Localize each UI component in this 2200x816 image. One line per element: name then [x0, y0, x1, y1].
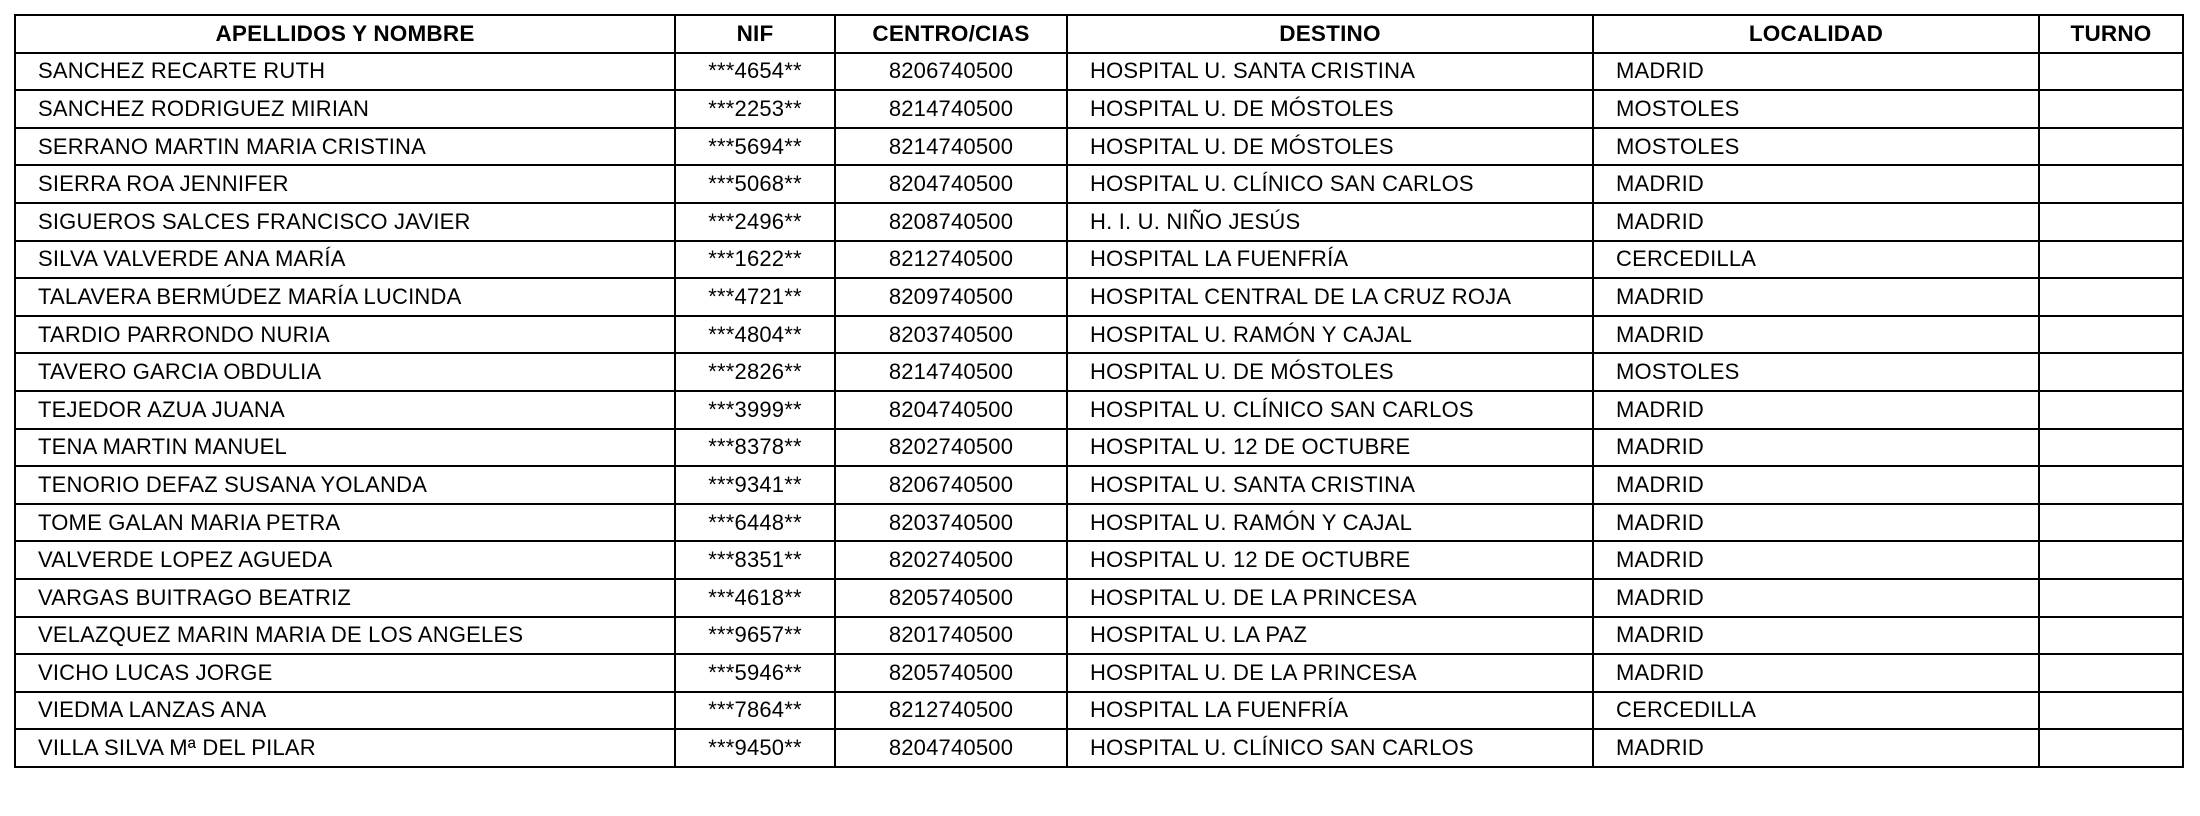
cell-localidad: MADRID: [1593, 466, 2039, 504]
cell-centro: 8206740500: [835, 466, 1067, 504]
cell-nif: ***1622**: [675, 241, 835, 279]
cell-nif: ***4804**: [675, 316, 835, 354]
cell-localidad: MADRID: [1593, 729, 2039, 767]
table-row: [15, 165, 2183, 203]
cell-centro: 8214740500: [835, 353, 1067, 391]
cell-centro: 8212740500: [835, 241, 1067, 279]
cell-turno: [2039, 617, 2183, 655]
cell-nif: ***2496**: [675, 203, 835, 241]
table-row: [15, 353, 2183, 391]
cell-turno: [2039, 429, 2183, 467]
document-sheet: [14, 14, 2184, 768]
table-row: [15, 391, 2183, 429]
cell-localidad: CERCEDILLA: [1593, 692, 2039, 730]
table-row: [15, 278, 2183, 316]
cell-nif: ***9341**: [675, 466, 835, 504]
table-row: [15, 316, 2183, 354]
table-row: [15, 579, 2183, 617]
table-row: [15, 128, 2183, 166]
header-name: APELLIDOS Y NOMBRE: [15, 15, 675, 53]
cell-nif: ***5694**: [675, 128, 835, 166]
cell-localidad: MADRID: [1593, 654, 2039, 692]
cell-centro: 8205740500: [835, 579, 1067, 617]
cell-destino: HOSPITAL U. 12 DE OCTUBRE: [1067, 429, 1593, 467]
cell-destino: HOSPITAL U. SANTA CRISTINA: [1067, 466, 1593, 504]
cell-destino: HOSPITAL U. CLÍNICO SAN CARLOS: [1067, 391, 1593, 429]
cell-name: VELAZQUEZ MARIN MARIA DE LOS ANGELES: [15, 617, 675, 655]
cell-nif: ***4654**: [675, 53, 835, 91]
cell-name: VICHO LUCAS JORGE: [15, 654, 675, 692]
cell-turno: [2039, 53, 2183, 91]
cell-nif: ***9450**: [675, 729, 835, 767]
cell-name: TOME GALAN MARIA PETRA: [15, 504, 675, 542]
cell-name: TEJEDOR AZUA JUANA: [15, 391, 675, 429]
cell-destino: HOSPITAL U. DE LA PRINCESA: [1067, 654, 1593, 692]
cell-nif: ***6448**: [675, 504, 835, 542]
cell-destino: HOSPITAL U. DE MÓSTOLES: [1067, 353, 1593, 391]
cell-centro: 8204740500: [835, 165, 1067, 203]
cell-nif: ***5946**: [675, 654, 835, 692]
cell-turno: [2039, 391, 2183, 429]
table-row: [15, 90, 2183, 128]
table-row: [15, 504, 2183, 542]
cell-destino: HOSPITAL U. CLÍNICO SAN CARLOS: [1067, 729, 1593, 767]
cell-centro: 8209740500: [835, 278, 1067, 316]
cell-localidad: MOSTOLES: [1593, 353, 2039, 391]
cell-nif: ***7864**: [675, 692, 835, 730]
cell-centro: 8212740500: [835, 692, 1067, 730]
table-row: [15, 617, 2183, 655]
cell-nif: ***8351**: [675, 541, 835, 579]
table-row: [15, 654, 2183, 692]
cell-nif: ***8378**: [675, 429, 835, 467]
table-row: [15, 692, 2183, 730]
cell-destino: HOSPITAL LA FUENFRÍA: [1067, 241, 1593, 279]
cell-destino: HOSPITAL U. CLÍNICO SAN CARLOS: [1067, 165, 1593, 203]
cell-centro: 8206740500: [835, 53, 1067, 91]
cell-localidad: MADRID: [1593, 165, 2039, 203]
cell-name: TENORIO DEFAZ SUSANA YOLANDA: [15, 466, 675, 504]
table-row: [15, 203, 2183, 241]
table-row: [15, 729, 2183, 767]
table-body: [15, 53, 2183, 767]
cell-turno: [2039, 541, 2183, 579]
cell-centro: 8203740500: [835, 504, 1067, 542]
cell-name: SERRANO MARTIN MARIA CRISTINA: [15, 128, 675, 166]
cell-name: VILLA SILVA Mª DEL PILAR: [15, 729, 675, 767]
table-row: [15, 466, 2183, 504]
table-header-row: [15, 15, 2183, 53]
cell-name: TALAVERA BERMÚDEZ MARÍA LUCINDA: [15, 278, 675, 316]
table-row: [15, 541, 2183, 579]
cell-turno: [2039, 692, 2183, 730]
cell-nif: ***2826**: [675, 353, 835, 391]
cell-name: VARGAS BUITRAGO BEATRIZ: [15, 579, 675, 617]
cell-localidad: MADRID: [1593, 541, 2039, 579]
cell-destino: HOSPITAL U. RAMÓN Y CAJAL: [1067, 316, 1593, 354]
cell-localidad: MADRID: [1593, 504, 2039, 542]
cell-nif: ***3999**: [675, 391, 835, 429]
cell-name: SIGUEROS SALCES FRANCISCO JAVIER: [15, 203, 675, 241]
cell-destino: HOSPITAL U. RAMÓN Y CAJAL: [1067, 504, 1593, 542]
cell-localidad: MOSTOLES: [1593, 128, 2039, 166]
cell-name: SIERRA ROA JENNIFER: [15, 165, 675, 203]
cell-destino: HOSPITAL U. SANTA CRISTINA: [1067, 53, 1593, 91]
cell-localidad: MOSTOLES: [1593, 90, 2039, 128]
cell-destino: HOSPITAL U. DE LA PRINCESA: [1067, 579, 1593, 617]
header-destino: DESTINO: [1067, 15, 1593, 53]
header-turno: TURNO: [2039, 15, 2183, 53]
cell-destino: HOSPITAL U. LA PAZ: [1067, 617, 1593, 655]
cell-nif: ***5068**: [675, 165, 835, 203]
cell-name: TARDIO PARRONDO NURIA: [15, 316, 675, 354]
header-localidad: LOCALIDAD: [1593, 15, 2039, 53]
cell-nif: ***4721**: [675, 278, 835, 316]
header-nif: NIF: [675, 15, 835, 53]
cell-localidad: MADRID: [1593, 278, 2039, 316]
cell-centro: 8204740500: [835, 391, 1067, 429]
cell-name: VALVERDE LOPEZ AGUEDA: [15, 541, 675, 579]
cell-localidad: MADRID: [1593, 391, 2039, 429]
cell-centro: 8202740500: [835, 541, 1067, 579]
cell-centro: 8201740500: [835, 617, 1067, 655]
table-row: [15, 241, 2183, 279]
cell-destino: HOSPITAL LA FUENFRÍA: [1067, 692, 1593, 730]
cell-name: TENA MARTIN MANUEL: [15, 429, 675, 467]
cell-turno: [2039, 316, 2183, 354]
cell-centro: 8208740500: [835, 203, 1067, 241]
cell-destino: HOSPITAL U. DE MÓSTOLES: [1067, 128, 1593, 166]
cell-centro: 8204740500: [835, 729, 1067, 767]
cell-name: TAVERO GARCIA OBDULIA: [15, 353, 675, 391]
cell-localidad: MADRID: [1593, 579, 2039, 617]
table-row: [15, 53, 2183, 91]
cell-destino: HOSPITAL U. 12 DE OCTUBRE: [1067, 541, 1593, 579]
cell-turno: [2039, 128, 2183, 166]
cell-turno: [2039, 278, 2183, 316]
cell-name: SILVA VALVERDE ANA MARÍA: [15, 241, 675, 279]
cell-turno: [2039, 466, 2183, 504]
cell-destino: H. I. U. NIÑO JESÚS: [1067, 203, 1593, 241]
cell-destino: HOSPITAL U. DE MÓSTOLES: [1067, 90, 1593, 128]
cell-turno: [2039, 90, 2183, 128]
cell-centro: 8205740500: [835, 654, 1067, 692]
cell-centro: 8203740500: [835, 316, 1067, 354]
cell-destino: HOSPITAL CENTRAL DE LA CRUZ ROJA: [1067, 278, 1593, 316]
cell-turno: [2039, 504, 2183, 542]
cell-turno: [2039, 165, 2183, 203]
cell-nif: ***9657**: [675, 617, 835, 655]
cell-localidad: MADRID: [1593, 203, 2039, 241]
cell-turno: [2039, 353, 2183, 391]
cell-localidad: MADRID: [1593, 429, 2039, 467]
cell-turno: [2039, 203, 2183, 241]
cell-centro: 8214740500: [835, 128, 1067, 166]
table-row: [15, 429, 2183, 467]
cell-name: SANCHEZ RODRIGUEZ MIRIAN: [15, 90, 675, 128]
assignments-table: [14, 14, 2184, 768]
cell-turno: [2039, 729, 2183, 767]
cell-turno: [2039, 654, 2183, 692]
cell-localidad: MADRID: [1593, 53, 2039, 91]
cell-name: SANCHEZ RECARTE RUTH: [15, 53, 675, 91]
cell-localidad: MADRID: [1593, 617, 2039, 655]
cell-nif: ***4618**: [675, 579, 835, 617]
cell-centro: 8214740500: [835, 90, 1067, 128]
header-centro: CENTRO/CIAS: [835, 15, 1067, 53]
cell-localidad: MADRID: [1593, 316, 2039, 354]
cell-nif: ***2253**: [675, 90, 835, 128]
cell-name: VIEDMA LANZAS ANA: [15, 692, 675, 730]
cell-centro: 8202740500: [835, 429, 1067, 467]
cell-turno: [2039, 579, 2183, 617]
cell-turno: [2039, 241, 2183, 279]
cell-localidad: CERCEDILLA: [1593, 241, 2039, 279]
